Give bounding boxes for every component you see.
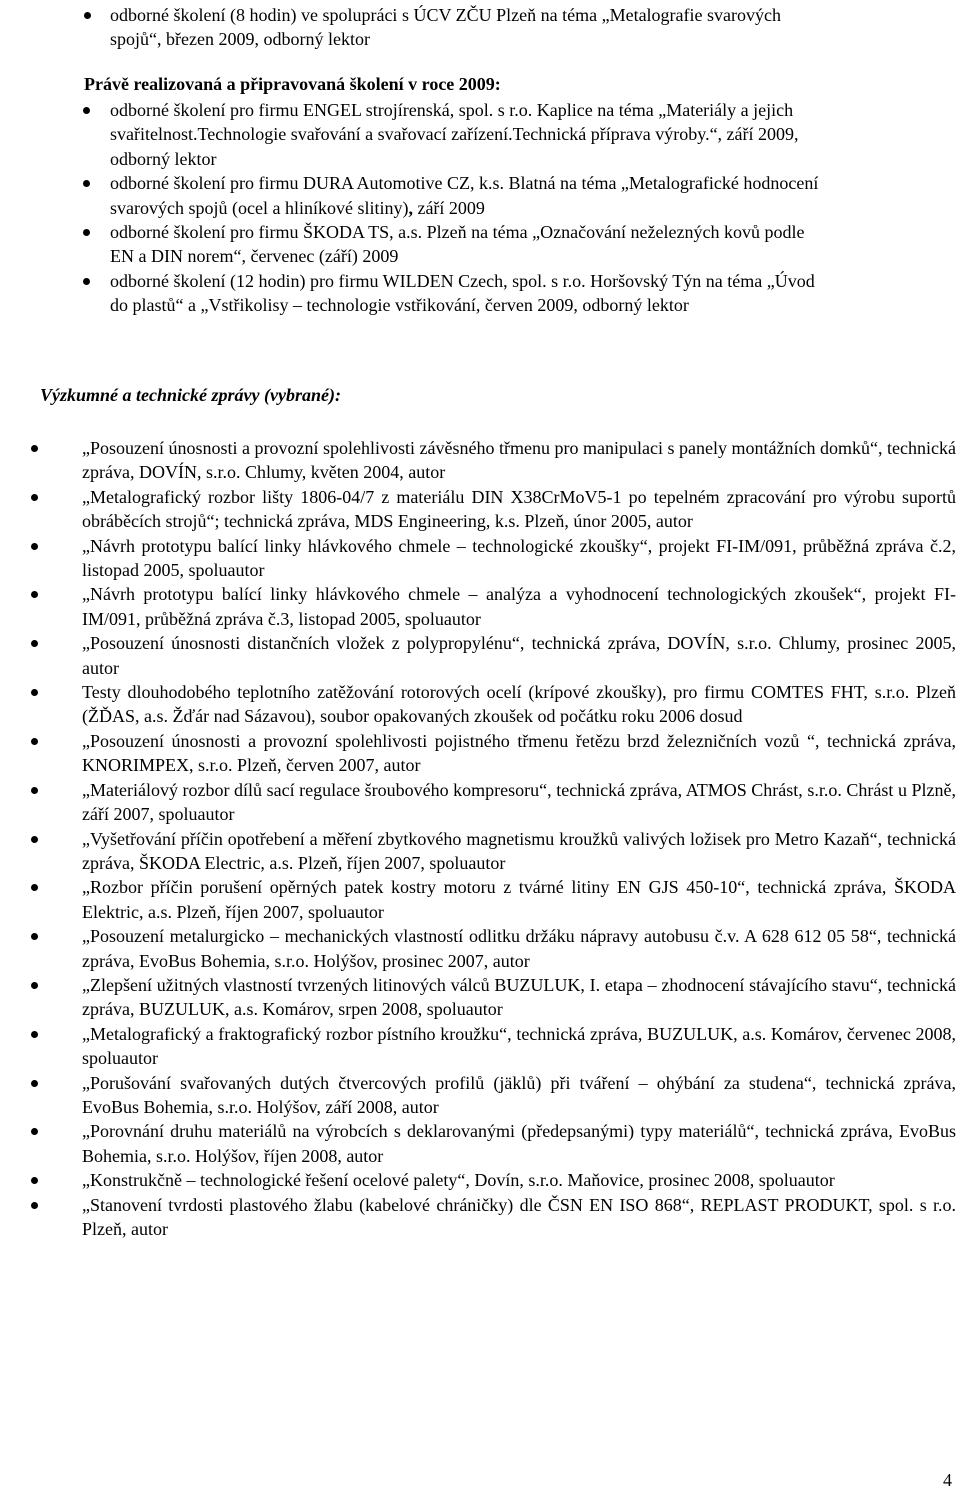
report-item-text: „Rozbor příčin porušení opěrných patek kostry motoru z tvárné litiny EN GJS 450-10“, technická zpráva, ŠKODA Elektric, a.s. Plzeň, říjen 2007, spoluautor (82, 877, 956, 922)
bullet-icon (31, 982, 38, 989)
report-item-text: „Posouzení metalurgicko – mechanických vlastností odlitku držáku nápravy autobusu č.v. A 628 612 05 58“, technická zpráva, EvoBus Bohemia, s.r.o. Holýšov, prosinec 2007, autor (82, 926, 956, 971)
list-item (110, 220, 820, 269)
report-item-text: „Zlepšení užitných vlastností tvrzených litinových válců BUZULUK, I. etapa – zhodnocení stávajícího stavu“, technická zpráva, BUZULUK, a.s. Komárov, srpen 2008, spoluautor (82, 974, 956, 1020)
list-item-text: odborné školení pro firmu ŠKODA TS, a.s. Plzeň na téma „Označování neželezných kovů podle EN a DIN norem“, červenec (září) 2009 (110, 222, 805, 267)
report-item (82, 924, 956, 973)
reports-list (82, 436, 956, 1241)
bullet-icon (84, 12, 91, 19)
bullet-icon (83, 180, 90, 187)
report-item (82, 1071, 956, 1120)
report-item (82, 827, 956, 876)
list-item-text: odborné školení pro firmu ENGEL strojírenská, spol. s r.o. Kaplice na téma „Materiály a jejich svařitelnost.Technologie svařování a svařovací zařízení.Technická příprava výroby.“, září 2009, odborný lektor (110, 100, 799, 169)
report-item (82, 1022, 956, 1071)
bullet-icon (31, 543, 38, 550)
report-item (82, 436, 956, 485)
report-item (82, 875, 956, 924)
bullet-icon (31, 738, 38, 745)
bullet-icon (31, 787, 38, 794)
bullet-icon (31, 933, 38, 940)
report-item-text: „Porušování svařovaných dutých čtvercových profilů (jäklů) při tváření – ohýbání za studena“, technická zpráva, EvoBus Bohemia, s.r.o. Holýšov, září 2008, autor (82, 1072, 956, 1117)
report-item (82, 582, 956, 631)
bullet-icon (31, 1177, 38, 1184)
list-item-bold: , (408, 197, 413, 218)
page-number: 4 (943, 1470, 952, 1490)
report-item-text: „Návrh prototypu balící linky hlávkového chmele – technologické zkoušky“, projekt FI-IM/091, průběžná zpráva č.2, listopad 2005, spoluautor (82, 535, 956, 581)
list-item (110, 98, 820, 171)
bullet-icon (31, 1080, 38, 1087)
list-item-text: odborné školení (8 hodin) ve spolupráci s ÚCV ZČU Plzeň na téma „Metalografie svarových spojů“, březen 2009, odborný lektor (110, 5, 782, 50)
report-item (82, 1193, 956, 1242)
report-item-text: „Konstrukčně – technologické řešení ocelové palety“, Dovín, s.r.o. Maňovice, prosinec 2008, spoluautor (82, 1170, 835, 1191)
bullet-icon (83, 229, 90, 236)
report-item (82, 485, 956, 534)
training-list (110, 98, 820, 318)
report-item-text: Testy dlouhodobého teplotního zatěžování rotorových ocelí (krípové zkoušky), pro firmu COMTES FHT, s.r.o. Plzeň (ŽĎAS, a.s. Žďár nad Sázavou), soubor opakovaných zkoušek od počátku roku 2006 dosud (82, 682, 956, 727)
list-item (110, 3, 810, 52)
bullet-icon (31, 494, 38, 501)
report-item-text: „Porovnání druhu materiálů na výrobcích s deklarovanými (předepsanými) typy materiálů“, technická zpráva, EvoBus Bohemia, s.r.o. Holýšov, říjen 2008, autor (82, 1121, 956, 1166)
report-item (82, 631, 956, 680)
list-item (110, 269, 820, 318)
report-item-text: „Posouzení únosnosti a provozní spolehlivosti pojistného třmenu řetězu brzd železničních vozů “, technická zpráva, KNORIMPEX, s.r.o. Plzeň, červen 2007, autor (82, 730, 956, 776)
bullet-icon (31, 836, 38, 843)
report-item (82, 1168, 956, 1192)
bullet-icon (31, 445, 38, 452)
bullet-icon (31, 884, 38, 891)
report-item-text: „Metalografický rozbor lišty 1806-04/7 z materiálu DIN X38CrMoV5-1 po tepelném zpracování pro výrobu suportů obráběcích strojů“; technická zpráva, MDS Engineering, k.s. Plzeň, únor 2005, autor (82, 486, 956, 532)
report-item (82, 1119, 956, 1168)
list-item-text: odborné školení (12 hodin) pro firmu WILDEN Czech, spol. s r.o. Horšovský Týn na téma „Úvod do plastů“ a „Vstřikolisy – technologie vstřikování, červen 2009, odborný lektor (110, 270, 815, 316)
section-heading-reports: Výzkumné a technické zprávy (vybrané): (40, 385, 341, 405)
list-item-tail: září 2009 (412, 197, 485, 218)
list-item-text: odborné školení pro firmu DURA Automotive CZ, k.s. Blatná na téma „Metalografické hodnocení svarových spojů (ocel a hliníkové slitiny) (110, 173, 819, 218)
report-item-text: „Metalografický a fraktografický rozbor pístního kroužku“, technická zpráva, BUZULUK, a.s. Komárov, červenec 2008, spoluautor (82, 1023, 956, 1069)
report-item (82, 778, 956, 827)
section-heading: Právě realizovaná a připravovaná školení v roce 2009: (84, 74, 501, 94)
report-item (82, 534, 956, 583)
report-item-text: „Návrh prototypu balící linky hlávkového chmele – analýza a vyhodnocení technologických zkoušek“, projekt FI-IM/091, průběžná zpráva č.3, listopad 2005, spoluautor (82, 584, 956, 629)
bullet-icon (31, 1202, 38, 1209)
bullet-icon (83, 278, 90, 285)
report-item-text: „Posouzení únosnosti a provozní spolehlivosti závěsného třmenu pro manipulaci s panely montážních domků“, technická zpráva, DOVÍN, s.r.o. Chlumy, květen 2004, autor (82, 438, 956, 483)
bullet-icon (31, 689, 38, 696)
list-item (110, 171, 820, 220)
report-item-text: „Materiálový rozbor dílů sací regulace šroubového kompresoru“, technická zpráva, ATMOS Chrást, s.r.o. Chrást u Plzně, září 2007, spoluautor (82, 779, 956, 825)
report-item-text: „Posouzení únosnosti distančních vložek z polypropylénu“, technická zpráva, DOVÍN, s.r.o. Chlumy, prosinec 2005, autor (82, 633, 956, 678)
bullet-icon (31, 1031, 38, 1038)
bullet-icon (31, 1128, 38, 1135)
bullet-icon (83, 107, 90, 114)
bullet-icon (31, 640, 38, 647)
report-item-text: „Stanovení tvrdosti plastového žlabu (kabelové chráničky) dle ČSN EN ISO 868“, REPLAST PRODUKT, spol. s r.o. Plzeň, autor (82, 1194, 956, 1239)
report-item (82, 680, 956, 729)
report-item-text: „Vyšetřování příčin opotřebení a měření zbytkového magnetismu kroužků valivých ložisek pro Metro Kazaň“, technická zpráva, ŠKODA Electric, a.s. Plzeň, říjen 2007, spoluautor (82, 828, 956, 873)
report-item (82, 973, 956, 1022)
bullet-icon (31, 591, 38, 598)
report-item (82, 729, 956, 778)
